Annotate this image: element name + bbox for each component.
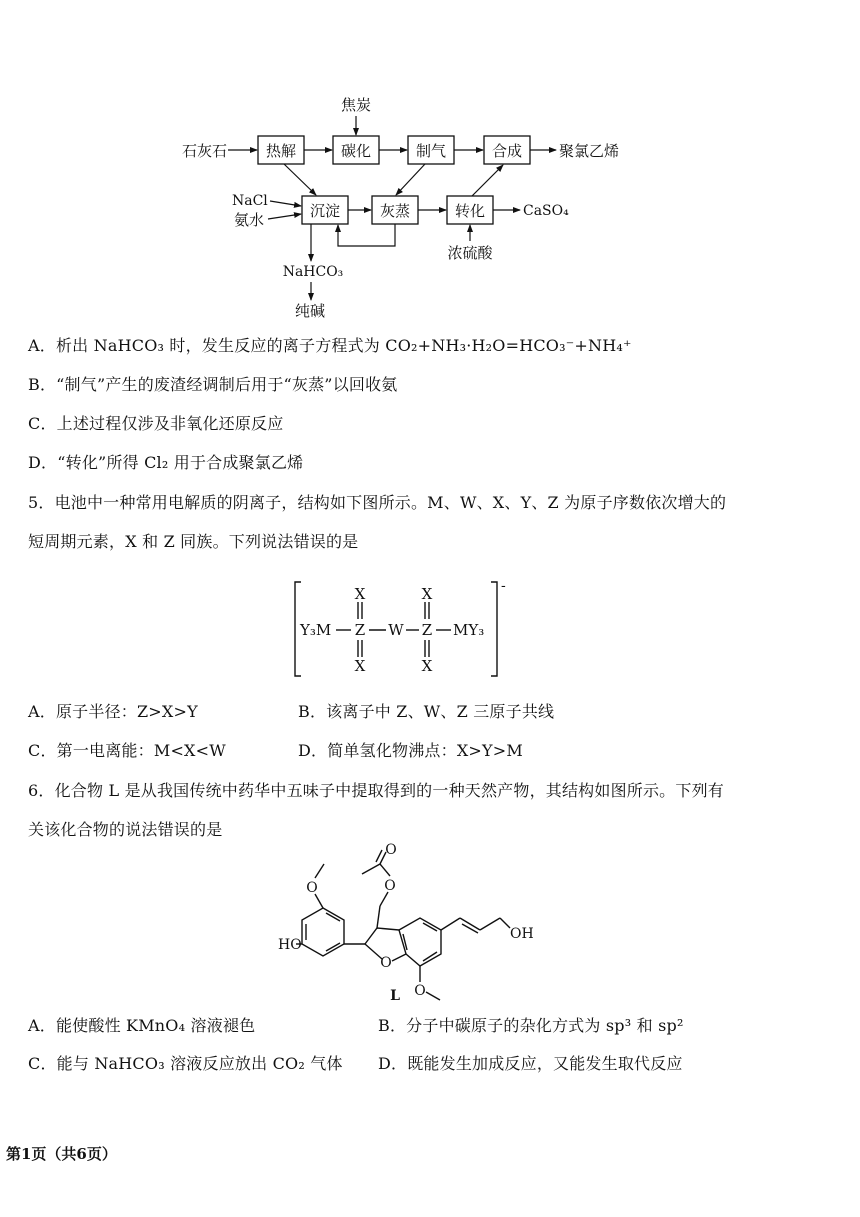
q4-option-a-letter: A． <box>28 336 56 355</box>
label-ammonia-water: 氨水 <box>234 211 265 229</box>
edge-ammonia-chendian <box>268 214 301 219</box>
node-rehua-label: 热解 <box>265 142 297 160</box>
q4-option-c <box>28 413 283 435</box>
atom-x-right-top: X <box>421 585 433 603</box>
q5-option-c <box>28 740 226 762</box>
q5-stem-line1: 5．电池中一种常用电解质的阴离子，结构如下图所示。M、W、X、Y、Z 为原子序数依次增大的 <box>28 493 727 512</box>
q5-option-c-text: 第一电离能：M<X<W <box>56 741 226 760</box>
q5-option-b <box>298 701 554 723</box>
q5-option-b-letter: B． <box>298 702 327 721</box>
q5-option-a-letter: A． <box>28 702 56 721</box>
q6-compound-l-structure <box>260 842 550 1007</box>
group-y3m: Y₃M <box>300 621 332 639</box>
anion-charge: - <box>501 578 506 594</box>
node-chendian-label: 沉淀 <box>309 202 341 220</box>
edge-zhuanhua-hecheng <box>472 165 503 196</box>
q4-option-b-text: “制气”产生的废渣经调制后用于“灰蒸”以回收氨 <box>56 375 398 394</box>
q4-option-c-letter: C． <box>28 414 57 433</box>
atom-z-right: Z <box>421 621 433 639</box>
q5-option-b-text: 该离子中 Z、W、Z 三原子共线 <box>326 702 555 721</box>
process-flow-diagram <box>0 0 860 325</box>
q4-option-a <box>28 335 632 357</box>
right-bracket <box>491 582 497 676</box>
label-caso4: CaSO₄ <box>523 203 569 219</box>
q4-option-d-letter: D． <box>28 453 58 472</box>
label-coke: 焦炭 <box>340 96 372 114</box>
q6-option-a <box>28 1015 255 1037</box>
q5-option-c-letter: C． <box>28 741 57 760</box>
atom-o-furan: O <box>380 955 392 971</box>
q5-option-d-letter: D． <box>298 741 328 760</box>
q4-option-d-text: “转化”所得 Cl₂ 用于合成聚氯乙烯 <box>57 453 304 472</box>
label-oh: OH <box>510 926 534 942</box>
q4-option-a-text: 析出 NaHCO₃ 时，发生反应的离子方程式为 CO₂+NH₃·H₂O=HCO₃⁻+NH₄⁺ <box>55 336 632 355</box>
q6-option-d-letter: D． <box>378 1054 408 1073</box>
atom-o-methoxy-bottom: O <box>414 983 426 999</box>
q6-option-b-text: 分子中碳原子的杂化方式为 sp³ 和 sp² <box>406 1016 684 1035</box>
q6-option-d <box>378 1053 683 1075</box>
q5-option-d <box>298 740 523 762</box>
q6-option-b-letter: B． <box>378 1016 407 1035</box>
atom-o-methoxy-left: O <box>306 880 318 896</box>
q6-option-c <box>28 1053 343 1075</box>
q6-option-a-text: 能使酸性 KMnO₄ 溶液褪色 <box>55 1016 256 1035</box>
edge-rehua-chendian <box>284 164 316 195</box>
q4-option-b-letter: B． <box>28 375 57 394</box>
label-conc-h2so4: 浓硫酸 <box>447 244 493 262</box>
q4-option-b <box>28 374 398 396</box>
node-zhuanhua-label: 转化 <box>454 202 486 220</box>
label-compound-l: L <box>390 988 400 1004</box>
q6-option-a-letter: A． <box>28 1016 56 1035</box>
node-tanhua-label: 碳化 <box>340 142 372 160</box>
q5-option-a <box>28 701 198 723</box>
group-my3: MY₃ <box>453 621 485 639</box>
label-soda-ash: 纯碱 <box>294 302 326 320</box>
label-pvc: 聚氯乙烯 <box>559 142 620 160</box>
q6-option-b <box>378 1015 684 1037</box>
q5-stem-line2: 短周期元素，X 和 Z 同族。下列说法错误的是 <box>28 532 359 551</box>
label-limestone: 石灰石 <box>182 142 228 160</box>
label-nacl: NaCl <box>232 193 268 209</box>
q5-option-a-text: 原子半径：Z>X>Y <box>55 702 198 721</box>
q6-stem-line2: 关该化合物的说法错误的是 <box>28 820 223 839</box>
q6-option-d-text: 既能发生加成反应，又能发生取代反应 <box>407 1054 683 1073</box>
label-ho: HO <box>278 937 302 953</box>
atom-o-ester: O <box>384 878 396 894</box>
q6-option-c-text: 能与 NaHCO₃ 溶液反应放出 CO₂ 气体 <box>56 1054 343 1073</box>
q5-anion-structure <box>285 578 525 683</box>
q6-stem-line1: 6．化合物 L 是从我国传统中药华中五味子中提取得到的一种天然产物，其结构如图所示。下列有 <box>28 781 724 800</box>
node-zhiqi-label: 制气 <box>415 142 447 160</box>
node-huizheng-label: 灰蒸 <box>379 202 411 220</box>
edge-nacl-chendian <box>270 201 301 206</box>
ring-left <box>302 908 344 956</box>
atom-x-right-bottom: X <box>421 657 433 675</box>
node-hecheng-label: 合成 <box>491 142 523 160</box>
atom-z-left: Z <box>354 621 366 639</box>
atom-x-left-bottom: X <box>354 657 366 675</box>
q6-option-c-letter: C． <box>28 1054 57 1073</box>
atom-o-carbonyl: O <box>385 842 397 858</box>
edge-huizheng-recycle <box>338 224 395 246</box>
q5-option-d-text: 简单氢化物沸点：X>Y>M <box>327 741 523 760</box>
label-nahco3: NaHCO₃ <box>282 264 344 280</box>
edge-zhiqi-huizheng <box>396 164 425 195</box>
atom-w: W <box>388 621 404 639</box>
q4-option-d <box>28 452 303 474</box>
q4-option-c-text: 上述过程仅涉及非氧化还原反应 <box>56 414 284 433</box>
atom-x-left-top: X <box>354 585 366 603</box>
page-number: 第1页（共6页） <box>6 1145 117 1163</box>
